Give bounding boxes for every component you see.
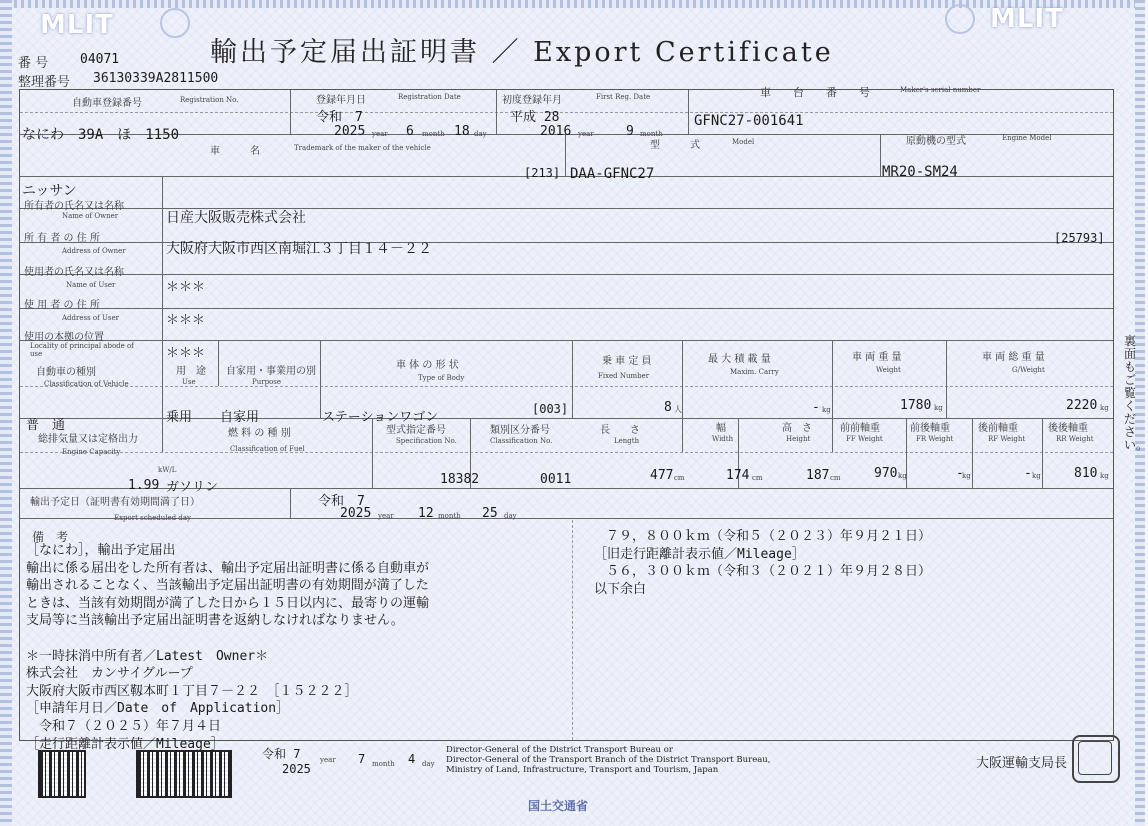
maker-name: ニッサン <box>22 183 77 199</box>
user-address-label-en: Address of User <box>62 314 119 322</box>
mileage-line: ［旧走行距離計表示値／Mileage］ <box>594 546 805 562</box>
first-reg-label: 初度登録年月 <box>502 95 562 106</box>
model-label: 型 式 <box>650 140 700 151</box>
maker-label-en: Trademark of the maker of the vehicle <box>294 144 431 152</box>
weight-value: 1780 <box>900 398 932 413</box>
remarks-line: ときは、当該有効期間が満了した日から１５日以内に、最寄りの運輸 <box>26 595 430 611</box>
owner-address-label-en: Address of Owner <box>62 247 126 255</box>
registration-date-era: 令和 7 <box>316 110 363 125</box>
kg-unit: kg <box>1100 472 1109 480</box>
engine-model-value: MR20-SM24 <box>882 164 958 180</box>
carry-label: 最 大 積 載 量 <box>708 354 771 365</box>
remarks-line: 令和７（２０２５）年７月４日 <box>26 718 222 734</box>
owner-address-label: 所 有 者 の 住 所 <box>24 233 100 244</box>
length-label: 長 さ <box>600 425 640 436</box>
body-value: ステーションワゴン <box>322 410 439 425</box>
first-reg-label-en: First Reg. Date <box>596 93 651 101</box>
use-label-en: Use <box>182 378 196 386</box>
certificate-number: 04071 <box>80 52 120 67</box>
kg-unit: kg <box>1100 404 1109 412</box>
vehicle-kind-label-en: Classification of Vehicle <box>44 380 129 388</box>
engine-capacity-value: 1.99 <box>128 478 160 493</box>
cm-unit: cm <box>752 474 763 482</box>
document-title: 輸出予定届出証明書 ／ Export Certificate <box>210 37 834 68</box>
remarks-line: 支局等に当該輸出予定届出証明書を返納しなければなりません。 <box>26 613 404 629</box>
serial-label-en: Maker's serial number <box>900 86 981 94</box>
vehicle-kind: 普 通 <box>26 418 66 433</box>
mileage-line: 以下余白 <box>594 581 647 597</box>
width-label-en: Width <box>712 435 734 443</box>
owner-name: 日産大阪販売株式会社 <box>166 210 306 226</box>
remarks-line: ［なにわ］，輸出予定届出 <box>26 543 176 558</box>
rr-weight-label: 後後軸重 <box>1048 423 1088 434</box>
month-unit: month <box>372 760 395 768</box>
export-date-label-en: Export scheduled day <box>114 514 191 522</box>
issuer-name: 大阪運輸支局長 <box>976 756 1068 771</box>
length-value: 477 <box>650 468 674 483</box>
export-date-day: 25 <box>482 506 498 521</box>
engine-capacity-label-en: Engine Capacity <box>62 448 121 456</box>
height-label: 高 さ <box>782 423 812 434</box>
remarks-line: ［走行距離計表示値／Mileage］ <box>26 736 224 752</box>
remarks-line: 輸出に係る届出をした所有者は、輸出予定届出証明書に係る自動車が <box>26 560 430 576</box>
year-unit: year <box>578 130 594 138</box>
director-line: Director-General of the District Transport Bureau or <box>446 745 673 755</box>
ff-weight-label: 前前軸重 <box>840 423 880 434</box>
decorative-border-left <box>0 0 12 826</box>
capacity-unit: kW/L <box>158 466 177 474</box>
emblem-right-icon <box>945 4 975 34</box>
director-line: Director-General of the Transport Branch of the District Transport Bureau, <box>446 755 771 765</box>
issue-date-era: 令和 7 <box>262 747 301 761</box>
mileage-line: ５６，３００ｋｍ（令和３（２０２１）年９月２８日） <box>606 564 932 580</box>
length-label-en: Length <box>614 437 640 445</box>
owner-name-label: 所有者の氏名又は名称 <box>24 201 124 212</box>
height-value: 187 <box>806 468 830 483</box>
capacity-value: 8 <box>664 400 672 415</box>
kg-unit: kg <box>898 472 907 480</box>
model-value: DAA-GFNC27 <box>570 166 655 182</box>
class-no-label: 類別区分番号 <box>490 425 550 436</box>
registration-label: 自動車登録番号 <box>72 98 142 109</box>
fr-weight-label: 前後軸重 <box>910 423 950 434</box>
year-unit: year <box>372 130 388 138</box>
remarks-line: 輸出されることなく、当該輸出予定届出証明書の有効期間が満了した <box>26 578 429 594</box>
export-date-year: 2025 <box>340 506 372 521</box>
issue-date-year: 2025 <box>282 762 311 776</box>
vehicle-kind-label: 自動車の種別 <box>36 367 96 378</box>
height-label-en: Height <box>786 435 811 443</box>
mlit-footer-mark: 国土交通省 <box>528 799 589 813</box>
reference-number: 36130339A2811500 <box>93 71 219 86</box>
purpose-label: 自家用・事業用の別 <box>226 366 316 377</box>
first-reg-year: 2016 <box>540 124 572 139</box>
user-name-label-en: Name of User <box>66 281 116 289</box>
director-statement <box>446 745 770 775</box>
purpose-label-en: Purpose <box>252 378 281 386</box>
remarks-line <box>26 630 429 648</box>
export-date-label: 輸出予定日（証明書有効期間満了日） <box>30 497 200 508</box>
capacity-label-en: Fixed Number <box>598 372 650 380</box>
kg-unit: kg <box>962 472 971 480</box>
director-line: Ministry of Land, Infrastructure, Transport and Tourism, Japan <box>446 765 719 775</box>
month-unit: month <box>438 512 461 520</box>
day-unit: day <box>504 512 517 520</box>
user-name-label: 使用者の氏名又は名称 <box>24 267 124 278</box>
registration-date-label: 登録年月日 <box>316 95 366 106</box>
rr-weight-label-en: RR Weight <box>1056 435 1094 443</box>
weight-label-en: Weight <box>876 366 901 374</box>
remarks-right <box>594 528 931 598</box>
remarks-line: 大阪府大阪市西区靱本町１丁目７－２２ ［１５２２２］ <box>26 683 358 699</box>
ff-weight-label-en: FF Weight <box>846 435 883 443</box>
owner-address-code: [25793] <box>1054 231 1105 245</box>
engine-capacity-label: 総排気量又は定格出力 <box>38 434 138 445</box>
capacity-unit: 人 <box>674 405 682 414</box>
serial-label: 車 台 番 号 <box>760 86 870 99</box>
first-reg-month: 9 <box>626 124 634 139</box>
engine-model-label: 原動機の型式 <box>906 136 966 147</box>
issue-date-day: 4 <box>408 752 416 766</box>
registration-label-en: Registration No. <box>180 96 239 104</box>
mlit-watermark-left: MLIT <box>40 10 114 40</box>
gross-weight-label-en: G/Weight <box>1012 366 1045 374</box>
class-no-label-en: Classification No. <box>490 437 553 445</box>
remarks-left <box>26 542 429 753</box>
body-code: [003] <box>532 402 569 416</box>
issue-date-month: 7 <box>358 752 366 766</box>
qr-code-1 <box>40 752 84 796</box>
emblem-left-icon <box>160 8 190 38</box>
kg-unit: kg <box>822 406 831 414</box>
export-date-era: 令和 7 <box>318 494 365 509</box>
model-label-en: Model <box>732 138 755 146</box>
owner-name-label-en: Name of Owner <box>62 212 119 220</box>
registration-date-month: 6 <box>406 124 414 139</box>
decorative-border-top <box>0 0 1145 8</box>
kg-unit: kg <box>1032 472 1041 480</box>
use-label: 用 途 <box>176 366 206 377</box>
serial-number: GFNC27-001641 <box>694 113 804 129</box>
capacity-label: 乗 車 定 員 <box>602 356 652 367</box>
year-unit: year <box>320 756 336 764</box>
cm-unit: cm <box>830 474 841 482</box>
use-value: 乗用 <box>166 410 193 425</box>
rf-weight-label: 後前軸重 <box>978 423 1018 434</box>
reference-label: 整理番号 <box>18 75 71 90</box>
weight-label: 車 両 重 量 <box>852 352 902 363</box>
rf-weight-label-en: RF Weight <box>988 435 1026 443</box>
day-unit: day <box>422 760 435 768</box>
gross-weight-value: 2220 <box>1066 398 1098 413</box>
day-unit: day <box>474 130 487 138</box>
fuel-value: ガソリン <box>166 480 219 495</box>
spec-no-value: 18382 <box>440 472 480 487</box>
locality-value: ＊＊＊ <box>166 346 206 361</box>
kg-unit: kg <box>934 404 943 412</box>
cm-unit: cm <box>674 474 685 482</box>
spec-no-label-en: Specification No. <box>396 437 457 445</box>
registration-date-day: 18 <box>454 124 470 139</box>
model-code: [213] <box>524 166 561 180</box>
year-unit: year <box>378 512 394 520</box>
width-value: 174 <box>726 468 750 483</box>
mlit-watermark-right: MLIT <box>990 4 1064 34</box>
body-label-en: Type of Body <box>418 374 465 382</box>
side-note: 裏面もご覧ください。 <box>1124 334 1148 452</box>
number-label: 番 号 <box>18 56 49 71</box>
carry-label-en: Maxim. Carry <box>730 368 779 376</box>
user-address-label: 使 用 者 の 住 所 <box>24 300 100 311</box>
month-unit: month <box>422 130 445 138</box>
mileage-line: ７９，８００ｋｍ（令和５（２０２３）年９月２１日） <box>606 529 932 544</box>
gross-weight-label: 車 両 総 重 量 <box>982 352 1045 363</box>
remarks-line: ［申請年月日／Date of Application］ <box>26 701 290 717</box>
rr-weight-value: 810 <box>1074 466 1098 481</box>
user-name: ＊＊＊ <box>166 280 206 295</box>
fr-weight-value: - <box>956 466 964 481</box>
month-unit: month <box>640 130 663 138</box>
owner-address: 大阪府大阪市西区南堀江３丁目１４－２２ <box>166 241 432 257</box>
remarks-line: ＊一時抹消中所有者／Latest Owner＊ <box>26 648 269 664</box>
export-date-month: 12 <box>418 506 434 521</box>
width-label: 幅 <box>716 423 726 434</box>
fuel-label-en: Classification of Fuel <box>230 445 305 453</box>
official-seal-icon <box>1072 735 1120 783</box>
fr-weight-label-en: FR Weight <box>916 435 954 443</box>
ff-weight-value: 970 <box>874 466 898 481</box>
class-no-value: 0011 <box>540 472 572 487</box>
spec-no-label: 型式指定番号 <box>386 425 446 436</box>
carry-value: - <box>812 400 820 415</box>
locality-label-en: Locality of principal abode of use <box>30 342 134 358</box>
qr-code-2 <box>138 752 230 796</box>
rf-weight-value: - <box>1024 466 1032 481</box>
maker-label: 車 名 <box>210 146 260 157</box>
purpose-value: 自家用 <box>220 410 260 425</box>
registration-date-year: 2025 <box>334 124 366 139</box>
first-reg-era: 平成 28 <box>510 110 560 125</box>
fuel-label: 燃 料 の 種 別 <box>228 428 291 439</box>
user-address: ＊＊＊ <box>166 313 206 328</box>
remarks-label: 備 考 <box>32 530 69 544</box>
body-label: 車 体 の 形 状 <box>396 360 459 371</box>
remarks-line: 株式会社 カンサイグループ <box>26 666 193 682</box>
engine-model-label-en: Engine Model <box>1002 134 1052 142</box>
registration-number: なにわ 39A ほ 1150 <box>22 127 180 143</box>
registration-date-label-en: Registration Date <box>398 93 461 101</box>
locality-label: 使用の本拠の位置 <box>24 332 104 343</box>
